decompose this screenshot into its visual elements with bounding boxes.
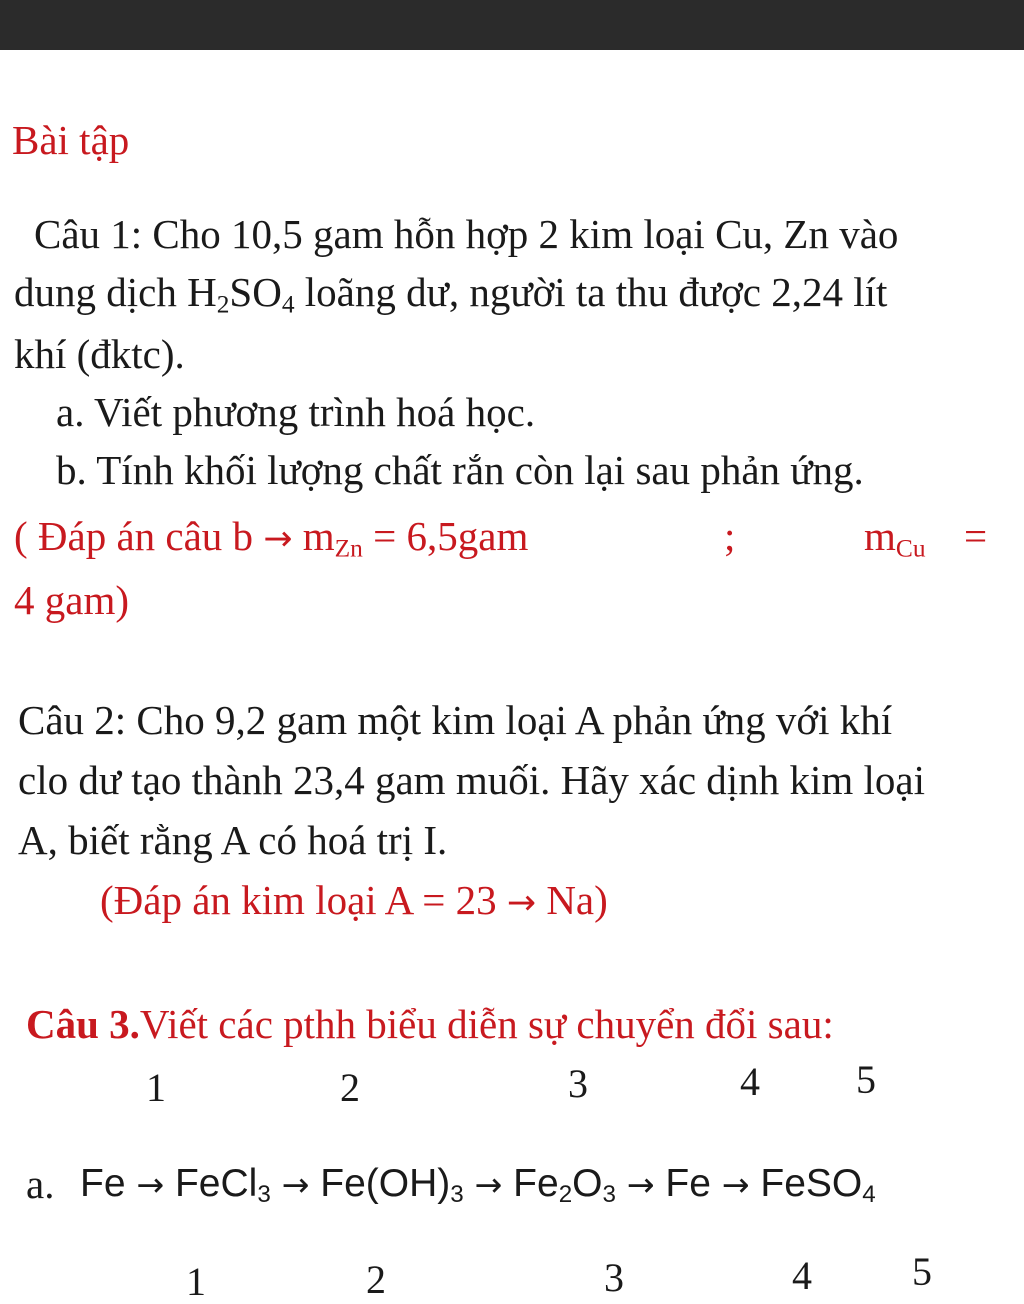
- q1-answer: ( Đáp án câu $b \to m_{Zn} = 6,5gam$: [14, 513, 529, 563]
- q1-line2: dung dịch $H_2SO_4$ loãng dư, người ta thu được 2,24 lít: [14, 269, 888, 319]
- q1-line3: khí (đktc).: [14, 331, 185, 377]
- next-step-number: 2: [366, 1257, 386, 1302]
- step-number: 1: [146, 1065, 166, 1110]
- q1-line1: Câu 1: Cho 10,5 gam hỗn hợp 2 kim loại Cu, Zn vào: [34, 211, 899, 257]
- step-number: 4: [740, 1059, 760, 1104]
- q1-answer-separator: ;: [724, 513, 736, 559]
- q1-answer-cu: $m_{Cu}$: [864, 513, 926, 563]
- q3-chain: Fe → FeCl$_3$ → $Fe(OH)_3 \to Fe_2O_3 \to Fe$ → FeSO$_4$: [80, 1162, 876, 1209]
- q2-line1: Câu 2: Cho 9,2 gam một kim loại A phản ứng với khí: [18, 697, 893, 743]
- next-step-number: 4: [792, 1253, 812, 1298]
- top-dark-bar: [0, 0, 1024, 50]
- step-number: 5: [856, 1057, 876, 1102]
- q1-answer-line2: 4 gam): [14, 577, 129, 623]
- q1-part-b: b. Tính khối lượng chất rắn còn lại sau phản ứng.: [56, 447, 864, 493]
- q1-answer-eq: =: [964, 513, 988, 559]
- next-step-number: 1: [186, 1259, 206, 1304]
- q1-part-a: a. Viết phương trình hoá học.: [56, 389, 536, 435]
- q2-answer: (Đáp án kim loại A = 23 → Na): [100, 877, 608, 923]
- step-number: 3: [568, 1061, 588, 1106]
- next-step-number: 3: [604, 1255, 624, 1300]
- q3-chain-label: a.: [26, 1161, 55, 1207]
- next-step-number: 5: [912, 1249, 932, 1294]
- q2-line3: A, biết rằng A có hoá trị I.: [18, 817, 448, 863]
- q2-line2: clo dư tạo thành 23,4 gam muối. Hãy xác dịnh kim loại: [18, 757, 925, 803]
- section-title: Bài tập: [12, 117, 130, 163]
- step-number: 2: [340, 1065, 360, 1110]
- q3-title: Câu 3.Viết các pthh biểu diễn sự chuyển đổi sau:: [26, 1001, 834, 1047]
